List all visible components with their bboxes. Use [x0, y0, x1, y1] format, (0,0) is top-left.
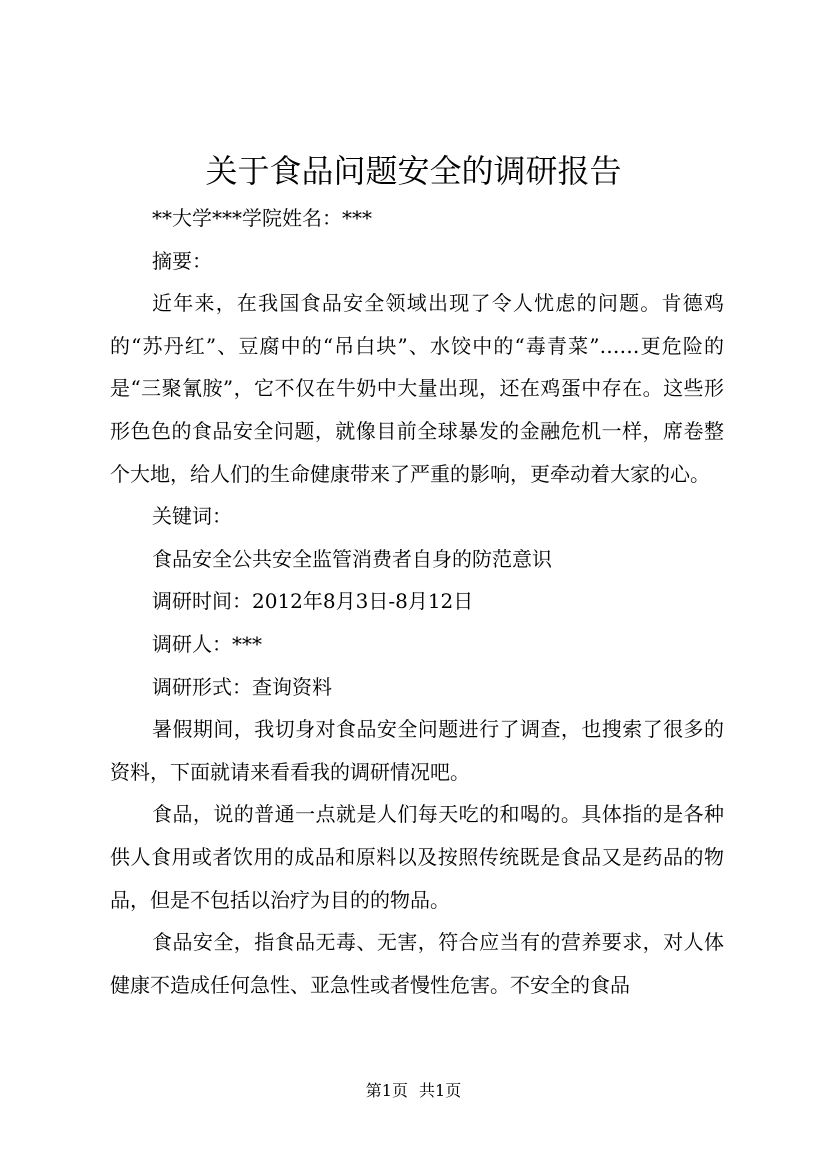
keywords-paragraph: 食品安全公共安全监管消费者自身的防范意识: [152, 546, 552, 571]
author-line: **大学***学院姓名：***: [152, 206, 372, 230]
page-footer: [0, 1078, 827, 1101]
abstract-paragraph: 近年来，在我国食品安全领域出现了令人忧虑的问题。肯德鸡的“苏丹红”、豆腐中的“吊白块”、水饺中的“毒青菜”……更危险的是“三聚氰胺”，它不仅在牛奶中大量出现，还在鸡蛋中存在。这些形形色色的食品安全问题，就像目前全球暴发的金融危机一样，席卷整个大地，给人们的生命健康带来了严重的影响，更牵动着大家的心。: [110, 291, 724, 486]
keywords-label: 关键词：: [152, 504, 232, 529]
body-paragraph: 食品安全，指食品无毒、无害，符合应当有的营养要求，对人体健康不造成任何急性、亚急性或者慢性危害。不安全的食品: [110, 930, 724, 997]
surveyor: 调研人：***: [152, 631, 262, 656]
body-paragraph: 食品，说的普通一点就是人们每天吃的和喝的。具体指的是各种供人食用或者饮用的成品和原料以及按照传统既是食品又是药品的物品，但是不包括以治疗为目的的物品。: [110, 802, 724, 912]
abstract-label: 摘要：: [152, 248, 212, 273]
survey-time: 调研时间：2012年8月3日-8月12日: [152, 589, 474, 614]
page-number: 第1页: [365, 1081, 408, 1100]
document-body: [110, 197, 724, 1006]
survey-form: 调研形式：查询资料: [152, 674, 332, 699]
body-paragraph: 暑假期间，我切身对食品安全问题进行了调查，也搜索了很多的资料，下面就请来看看我的调研情况吧。: [110, 717, 724, 784]
document-title: 关于食品问题安全的调研报告: [205, 152, 622, 190]
page-total: 共1页: [419, 1081, 462, 1100]
